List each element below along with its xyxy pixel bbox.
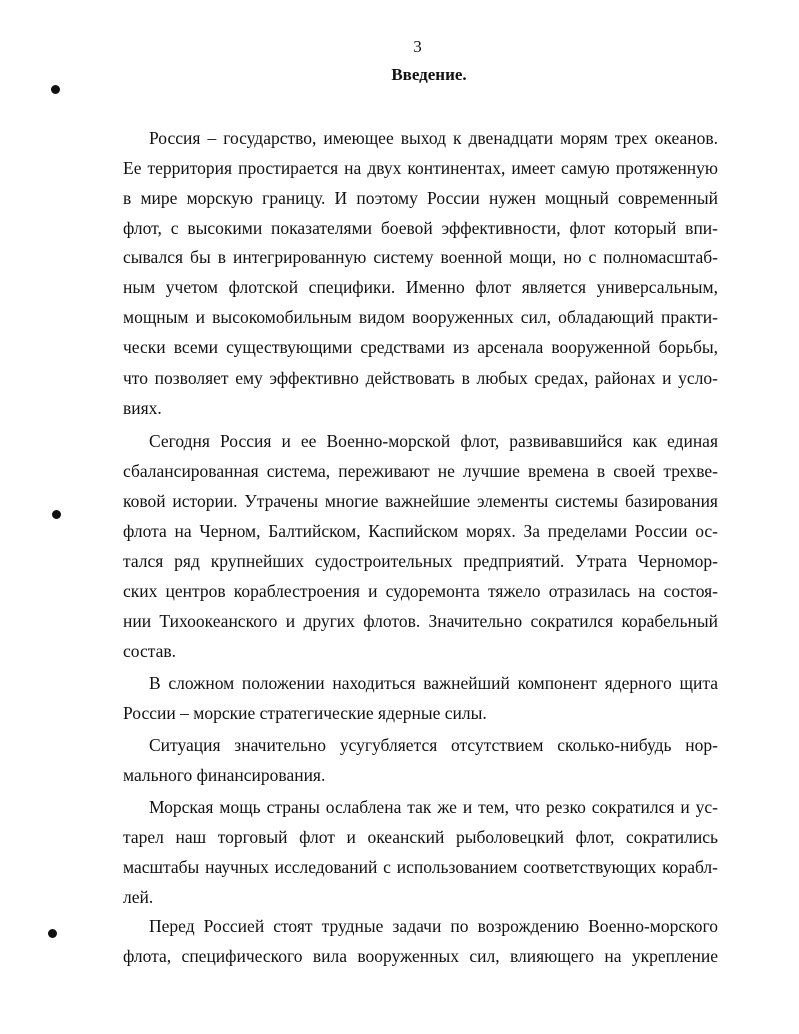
paragraph-1-line-6: ным учетом флотской специфики. Именно флот является универсальным, (123, 277, 718, 297)
paragraph-6-line-1: Перед Россией стоят трудные задачи по возрождению Военно-морского (149, 916, 718, 936)
paragraph-2-line-7: нии Тихоокеанского и других флотов. Значительно сократился корабельный (123, 611, 718, 631)
paragraph-1-line-8: чески всеми существующими средствами из арсенала вооруженной борьбы, (123, 337, 718, 357)
paragraph-1-line-5: сывался бы в интегрированную систему военной мощи, но с полномасштаб- (123, 247, 718, 267)
page-number: 3 (413, 37, 422, 56)
paragraph-2-line-1: Сегодня Россия и ее Военно-морской флот, развивавшийся как единая (149, 431, 718, 451)
paragraph-1-line-9: что позволяет ему эффективно действовать в любых средах, районах и усло- (123, 368, 718, 388)
binder-hole-mark (51, 85, 60, 94)
paragraph-1-line-2: Ее территория простирается на двух континентах, имеет самую протяженную (123, 158, 718, 178)
paragraph-5-line-4: лей. (123, 887, 154, 907)
paragraph-4-line-2: мального финансирования. (123, 765, 326, 785)
paragraph-1-line-3: в мире морскую границу. И поэтому России нужен мощный современный (123, 188, 718, 208)
binder-hole-mark (48, 929, 57, 938)
paragraph-5-line-2: тарел наш торговый флот и океанский рыболовецкий флот, сократились (123, 827, 718, 847)
paragraph-3-line-1: В сложном положении находиться важнейший компонент ядерного щита (149, 673, 718, 693)
paragraph-3-line-2: России – морские стратегические ядерные силы. (123, 703, 487, 723)
paragraph-5-line-3: масштабы научных исследований с использованием соответствующих корабл- (123, 857, 718, 877)
paragraph-2-line-2: сбалансированная система, переживают не лучшие времена в своей трехве- (123, 461, 718, 481)
paragraph-6-line-2: флота, специфического вила вооруженных сил, влияющего на укрепление (123, 946, 718, 966)
paragraph-1-line-4: флот, с высокими показателями боевой эффективности, флот который впи- (123, 218, 718, 238)
binder-hole-mark (52, 510, 61, 519)
paragraph-5-line-1: Морская мощь страны ослаблена так же и тем, что резко сократился и ус- (149, 797, 718, 817)
paragraph-1-line-10: виях. (123, 398, 162, 418)
paragraph-2-line-8: состав. (123, 641, 176, 661)
section-heading: Введение. (391, 65, 467, 84)
paragraph-4-line-1: Ситуация значительно усугубляется отсутствием сколько-нибудь нор- (149, 735, 718, 755)
paragraph-2-line-5: тался ряд крупнейших судостроительных предприятий. Утрата Черномор- (123, 551, 718, 571)
paragraph-2-line-6: ских центров кораблестроения и судоремонта тяжело отразилась на состоя- (123, 581, 718, 601)
paragraph-1-line-7: мощным и высокомобильным видом вооруженных сил, обладающий практи- (123, 307, 718, 327)
paragraph-2-line-3: ковой истории. Утрачены многие важнейшие элементы системы базирования (123, 491, 718, 511)
paragraph-1-line-1: Россия – государство, имеющее выход к двенадцати морям трех океанов. (149, 128, 718, 148)
paragraph-2-line-4: флота на Черном, Балтийском, Каспийском морях. За пределами России ос- (123, 521, 718, 541)
